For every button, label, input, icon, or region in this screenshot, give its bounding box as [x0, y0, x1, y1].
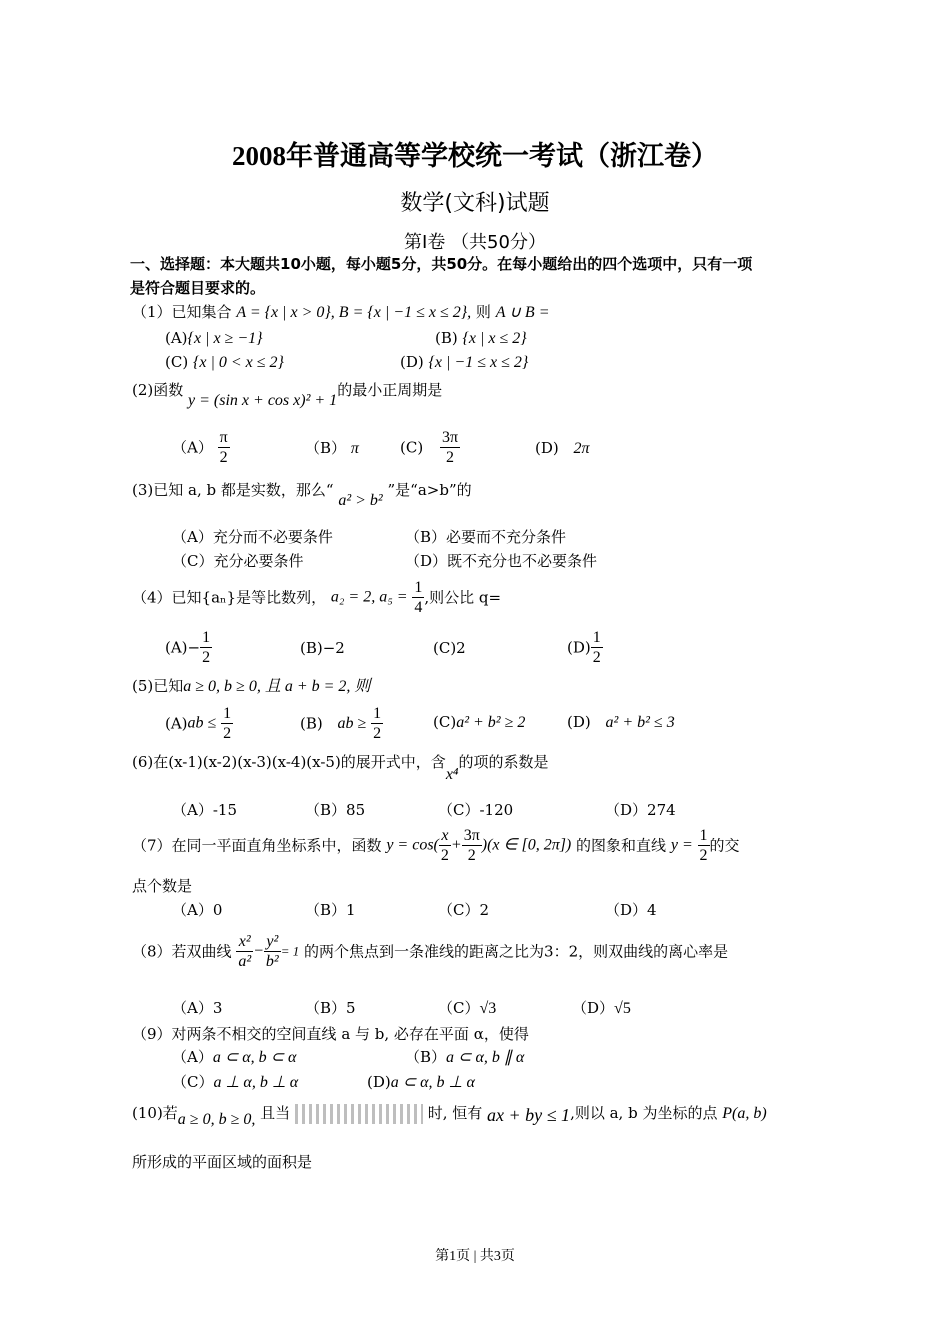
q10-point: P(a, b) [722, 1105, 767, 1122]
q7-option-c: （C）2 [438, 901, 490, 919]
q3-stem: (3)已知 a, b 都是实数，那么“ [132, 481, 334, 499]
q7-stem: （7）在同一平面直角坐标系中，函数 [132, 836, 382, 855]
q6-option-d: （D）274 [605, 801, 676, 819]
q7-option-a: （A）0 [172, 901, 223, 919]
q3-option-c: （C）充分必要条件 [172, 552, 304, 570]
q2-option-d: (D) 2π [535, 439, 590, 457]
q2-stem: (2)函数 [132, 381, 184, 399]
q2-option-a: （A） $\frac{\pi}{2}$ [172, 429, 228, 466]
q7-mid: 的图象和直线 [576, 836, 667, 855]
q1-tail-math: A ∪ B = [495, 304, 550, 321]
q7-math-b: )(x ∈ [0, 2π]) [481, 836, 572, 854]
q6-option-a: （A）-15 [172, 801, 237, 819]
q7-tail: 的交 [709, 836, 740, 855]
q3-tail: ”是“a>b”的 [387, 481, 472, 499]
q1-option-c: (C) {x | 0 < x ≤ 2} [165, 353, 284, 371]
q8-option-b: （B）5 [305, 999, 356, 1017]
page-footer: 第1页 | 共3页 [435, 1249, 515, 1264]
q1-tail: 则 [475, 303, 491, 321]
q3-option-b: （B）必要而不充分条件 [405, 528, 567, 546]
q1-option-d: (D) {x | −1 ≤ x ≤ 2} [400, 353, 529, 371]
q4-option-b: (B)−2 [300, 639, 345, 657]
question-9: （9）对两条不相交的空间直线 a 与 b, 必存在平面 α，使得 [132, 1025, 529, 1043]
q5-option-b: (B) ab ≥ $\frac{1}{2}$ [300, 705, 382, 742]
q9-option-d: (D)a ⊂ α, b ⊥ α [367, 1073, 475, 1091]
question-10 [132, 1102, 767, 1128]
q2-option-b: （B） π [305, 439, 359, 457]
q1-math: A = {x | x > 0}, B = {x | −1 ≤ x ≤ 2}, [236, 304, 472, 321]
section-heading-line2: 是符合题目要求的。 [130, 279, 266, 297]
question-3 [132, 480, 472, 509]
q8-option-c: （C）√3 [438, 999, 497, 1017]
q4-option-d: (D) $\frac{1}{2}$ [567, 629, 601, 666]
q3-math: a² > b² [338, 492, 383, 509]
q5-option-c: (C)a² + b² ≥ 2 [433, 713, 526, 731]
q9-option-b: （B）a ⊂ α, b ∥ α [405, 1048, 525, 1066]
q5-option-d: (D) a² + b² ≤ 3 [567, 713, 675, 731]
exam-title: 2008年普通高等学校统一考试（浙江卷） [232, 141, 718, 171]
q10-math2: ax + by ≤ 1 [487, 1105, 571, 1125]
q5-stem: (5)已知 [132, 677, 184, 695]
q6-option-b: （B）85 [305, 801, 366, 819]
q10-mid: 且当 [260, 1104, 291, 1122]
q4-frac-num: 1 [414, 579, 423, 596]
q9-option-c: （C）a ⊥ α, b ⊥ α [172, 1073, 299, 1091]
q4-tail: ,则公比 q= [424, 588, 502, 607]
q10-mid2: 时, 恒有 [427, 1104, 483, 1122]
question-4 [132, 578, 501, 617]
q8-option-d: （D）√5 [572, 999, 631, 1017]
q7-option-d: （D）4 [605, 901, 657, 919]
q9-option-a: （A）a ⊂ α, b ⊂ α [172, 1048, 297, 1066]
q4-math: a₂ = 2, a₅ = [330, 588, 408, 606]
q4-option-a: (A)− $\frac{1}{2}$ [165, 629, 211, 666]
q6-option-c: （C）-120 [438, 801, 514, 819]
exam-subtitle: 数学(文科)试题 [400, 191, 550, 216]
q4-option-c: (C)2 [433, 639, 466, 657]
q1-option-a: (A){x | x ≥ −1} [165, 329, 263, 347]
q10-stem: (10)若 [132, 1104, 178, 1122]
question-2 [132, 380, 443, 409]
q7-math-c: y = [670, 836, 693, 854]
q6-tail: 的项的系数是 [458, 753, 549, 771]
q10-math: a ≥ 0, b ≥ 0, [177, 1111, 256, 1128]
q6-math: x⁴ [445, 766, 459, 783]
q1-stem: （1）已知集合 [132, 303, 232, 321]
q5-option-a: (A)ab ≤ $\frac{1}{2}$ [165, 705, 232, 742]
volume-heading: 第Ⅰ卷 （共50分） [404, 232, 546, 253]
q7-math-a: y = cos( [386, 836, 439, 854]
question-8: （8）若双曲线 $\frac{\text{x²}}{\text{a²}}$ − $\frac{\text{y²}}{\text{b²}}$ = 1 的两个焦点到一条准线的距离之比为3：2，则双曲线的离心率是 [132, 933, 729, 970]
section-heading-line1: 一、选择题：本大题共10小题，每小题5分，共50分。在每小题给出的四个选项中，只有一项 [130, 255, 753, 273]
q8-option-a: （A）3 [172, 999, 223, 1017]
question-5 [132, 676, 370, 697]
question-1 [132, 302, 549, 323]
q2-math: y = (sin x + cos x)² + 1 [188, 392, 338, 409]
q10-line2: 所形成的平面区域的面积是 [132, 1153, 313, 1171]
q2-option-c: (C) $\frac{3\pi}{2}$ [400, 429, 459, 466]
q7-option-b: （B）1 [305, 901, 356, 919]
q7-line2: 点个数是 [132, 877, 193, 895]
q8-stem: （8）若双曲线 [132, 942, 232, 961]
q10-tail: ,则以 a, b 为坐标的点 [570, 1104, 718, 1122]
question-6 [132, 752, 549, 783]
q2-tail: 的最小正周期是 [337, 381, 443, 399]
blurred-formula-image [295, 1104, 423, 1124]
q8-tail: 的两个焦点到一条准线的距离之比为3：2，则双曲线的离心率是 [304, 942, 729, 961]
q4-stem: （4）已知{aₙ}是等比数列， [132, 588, 327, 607]
q3-option-d: （D）既不充分也不必要条件 [405, 552, 598, 570]
q3-option-a: （A）充分而不必要条件 [172, 528, 333, 546]
q4-frac-den: 4 [414, 599, 423, 616]
q5-math: a ≥ 0, b ≥ 0, 且 a + b = 2, 则 [183, 678, 371, 695]
q1-option-b: (B) {x | x ≤ 2} [435, 329, 527, 347]
question-7: （7）在同一平面直角坐标系中，函数 y = cos( $\frac{x}{2}$ + $\frac{3\pi}{2}$ )(x ∈ [0, 2π]) 的图象和直线 y = $\frac{1}{2}$ 的交 [132, 827, 740, 864]
q6-stem: (6)在(x-1)(x-2)(x-3)(x-4)(x-5)的展开式中，含 [132, 753, 446, 771]
